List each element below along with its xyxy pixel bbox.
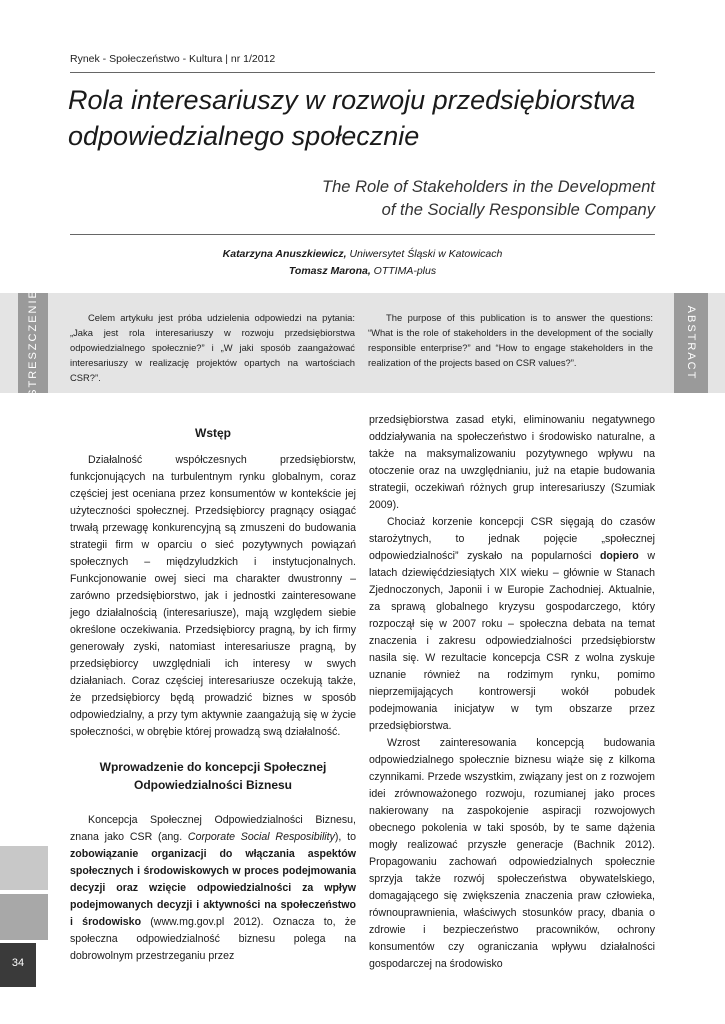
author-1-affiliation: Uniwersytet Śląski w Katowicach (346, 248, 503, 260)
authors (70, 246, 655, 280)
p2-bold: zobowiązanie organizacji do włączania aspektów społecznych i środowiskowych w proces podejmowania decyzji oraz wzięcie odpowiedzialności za wpływ podejmowanych decyzji i aktywności na społeczeństwo i środowisko (70, 848, 356, 928)
section-heading-csr-line-1: Wprowadzenie do koncepcji Społecznej (99, 760, 327, 774)
title-english-line-1: The Role of Stakeholders in the Development (322, 178, 655, 196)
abstract-polish (70, 310, 355, 385)
abstract-polish-text: Celem artykułu jest próba udzielenia odpowiedzi na pytania: „Jaka jest rola interesariuszy w rozwoju przedsiębiorstwa odpowiedzialnego społecznie?” i „W jaki sposób zaangażować interesariuszy w realizację projektów opartych na wartościach CSR?”. (70, 312, 355, 383)
body-column-left (70, 412, 356, 965)
p2-emphasis: Corporate Social Resposibility (187, 831, 335, 843)
abstract-label-en: ABSTRACT (685, 305, 697, 381)
running-header: Rynek - Społeczeństwo - Kultura | nr 1/2012 (70, 53, 276, 65)
paragraph-csr-growth: Wzrost zainteresowania koncepcją budowania odpowiedzialnego społecznie biznesu wiąże się z kilkoma czynnikami. Przede wszystkim, związany jest on z rozwojem idei zrównoważonego rozwoju, rozumianej jako proces nakierowany na zaspokojenie aspiracji rozwojowych obecnego pokolenia w taki sposób, by te same dążenia mogły realizować przyszłe generacje (Bachnik 2012). Propagowaniu zachowań odpowiedzialnych społecznie sprzyja także rozwój społeczeństwa obywatelskiego, domagającego się zwiększenia znaczenia praw człowieka, równouprawnienia, właściwych stosunków pracy, dbania o zdrowie i bezpieczeństwo pracowników, ochrony konsumentów czy ograniczania wpływu działalności gospodarczej na środowisko (369, 737, 655, 970)
abstract-english-text: The purpose of this publication is to answer the questions: “What is the role of stakeholders in the development of the socially responsible enterprise?” and “How to engage stakeholders in the realization of the projects based on CSR values?”. (368, 312, 653, 368)
section-heading-csr-line-2: Odpowiedzialności Biznesu (133, 778, 293, 792)
title-english-line-2: of the Socially Responsible Company (381, 201, 655, 219)
margin-block-light (0, 846, 48, 890)
title-polish-line-1: Rola interesariuszy w rozwoju przedsiębiorstwa (68, 85, 636, 115)
p4-bold: dopiero (599, 550, 639, 562)
p2-part-a: Koncepcja Społecznej Odpowiedzialności Biznesu, znana jako CSR (ang. (70, 814, 356, 843)
p4-part-b: w latach dziewięćdziesiątych XIX wieku – głównie w Stanach Zjednoczonych, Japonii i w Europie Zachodniej. Aktualnie, za sprawą globalnego kryzysu gospodarczego, który rozpoczął się w 2007 roku – społeczna debata na temat znaczenia i zakresu odpowiedzialności przedsiębiorstw nasila się. W rezultacie koncepcja CSR z wolna zyskuje uznanie również na rodzimym rynku, pomimo nieprzemijających kontrowersji wokół pobudek podejmowania inicjatyw w tym obszarze przez przedsiębiorstwa. (369, 550, 655, 732)
author-2-affiliation: OTTIMA-plus (370, 265, 437, 277)
paragraph-intro: Działalność współczesnych przedsiębiorstw, funkcjonujących na turbulentnym rynku globalnym, coraz częściej jest oceniana przez konsumentów w kontekście jej użyteczności społecznej. Przedsiębiorcy pragnący osiągać trwałą przewagę konkurencyjną są zmuszeni do budowania strategii firm w oparciu o sieć pozytywnych powiązań społecznych – międzyludzkich i instytucjonalnych. Funkcjonowanie owej sieci ma charakter dwustronny – zarówno przedsiębiorstwo, jak i jednostki zainteresowane jego działalnością (interesariusze), mają względem siebie określone oczekiwania. Przedsiębiorcy pragną, by ich firmy generowały zyski, natomiast interesariusze pragną, by przedsiębiorcy uwzględniali ich interesy w swych działaniach. Coraz częściej interesariusze oczekują także, że przedsiębiorcy będą prowadzić biznes w sposób odpowiedzialny, a przy tym aktywnie zaangażują się w życie społeczności, w obrębie której prowadzą swą działalność. (70, 454, 356, 738)
abstract-english (368, 310, 653, 370)
title-rule (70, 234, 655, 235)
p2-part-c: (www.mg.gov.pl 2012). Oznacza to, że społeczna odpowiedzialność biznesu polega na dobrowolnym przestrzeganiu przez (70, 916, 356, 962)
title-english (200, 176, 655, 222)
body-column-right (369, 412, 655, 973)
paragraph-csr-definition (70, 812, 356, 965)
paragraph-continuation: przedsiębiorstwa zasad etyki, eliminowaniu negatywnego oddziaływania na społeczeństwo i środowisko naturalne, a także na maksymalizowaniu pozytywnego wpływu na otoczenie oraz na uwzględnianiu, już na etapie budowania strategii, oczekiwań różnych grup interesariuszy (Szumiak 2009). (369, 414, 655, 511)
title-polish (68, 82, 668, 154)
page-number: 34 (11, 957, 25, 969)
author-2-name: Tomasz Marona, (288, 265, 371, 277)
author-1 (70, 246, 655, 263)
section-heading-intro: Wstęp (195, 426, 231, 440)
title-polish-line-2: odpowiedzialnego społecznie (68, 121, 420, 151)
author-2 (70, 263, 655, 280)
p2-part-b: ), to (334, 831, 356, 843)
section-heading-csr (70, 741, 356, 812)
p4-part-a: Chociaż korzenie koncepcji CSR sięgają do czasów starożytnych, to jednak pojęcie „społecznej odpowiedzialności” zyskało na popularności (369, 516, 655, 562)
margin-block-mid (0, 894, 48, 940)
abstract-label-pl: STRESZCZENIE (27, 289, 39, 397)
paragraph-csr-roots (369, 514, 655, 735)
header-rule (70, 72, 655, 73)
author-1-name: Katarzyna Anuszkiewicz, (222, 248, 347, 260)
